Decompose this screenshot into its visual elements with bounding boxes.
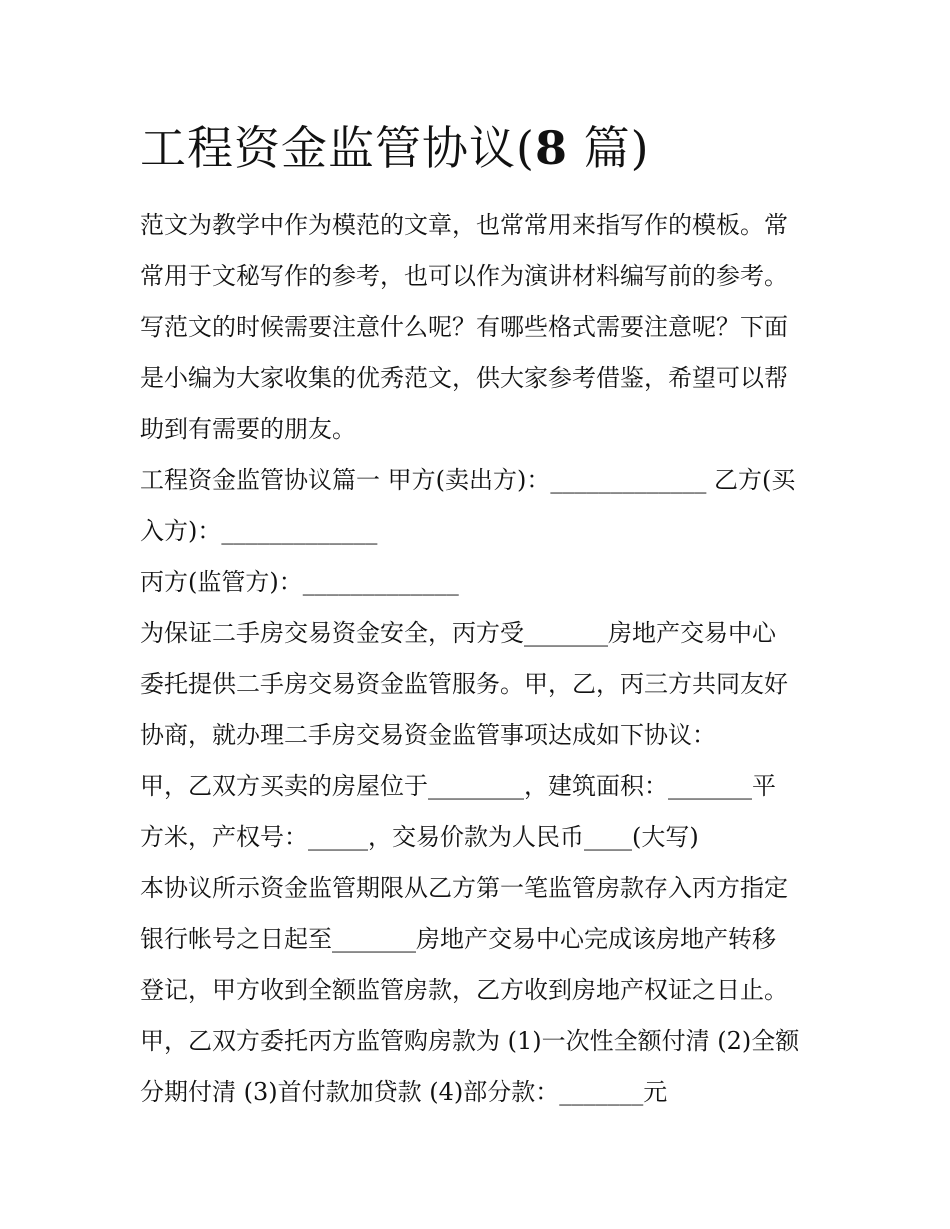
- body-line: 甲，乙双方委托丙方监管购房款为 (1)一次性全额付清 (2)全额: [140, 1027, 800, 1055]
- body-line: 协商，就办理二手房交易资金监管事项达成如下协议：: [140, 721, 716, 749]
- body-line: 写范文的时候需要注意什么呢？有哪些格式需要注意呢？下面: [140, 313, 788, 341]
- document-title: [140, 118, 650, 178]
- body-line: 丙方(监管方)：_____________: [140, 568, 459, 596]
- document-body: [140, 200, 820, 1118]
- body-line: 范文为教学中作为模范的文章，也常常用来指写作的模板。常: [140, 211, 788, 239]
- body-line: 方米，产权号：_____，交易价款为人民币____(大写): [140, 823, 699, 851]
- title-count: 8: [534, 121, 568, 175]
- body-line: 工程资金监管协议篇一 甲方(卖出方)：_____________ 乙方(买: [140, 466, 796, 494]
- body-line: 银行帐号之日起至_______房地产交易中心完成该房地产转移: [140, 925, 776, 953]
- body-line: 本协议所示资金监管期限从乙方第一笔监管房款存入丙方指定: [140, 874, 788, 902]
- body-line: 常用于文秘写作的参考，也可以作为演讲材料编写前的参考。: [140, 262, 788, 290]
- body-line: 助到有需要的朋友。: [140, 415, 356, 443]
- body-line: 入方)：_____________: [140, 517, 378, 545]
- body-line: 是小编为大家收集的优秀范文，供大家参考借鉴，希望可以帮: [140, 364, 788, 392]
- title-paren-open: (: [516, 121, 535, 175]
- body-line: 甲，乙双方买卖的房屋位于________，建筑面积：_______平: [140, 772, 776, 800]
- body-line: 委托提供二手房交易资金监管服务。甲，乙，丙三方共同友好: [140, 670, 788, 698]
- body-line: 登记，甲方收到全额监管房款，乙方收到房地产权证之日止。: [140, 976, 788, 1004]
- title-main: 工程资金监管协议: [140, 121, 516, 175]
- body-line: 为保证二手房交易资金安全，丙方受_______房地产交易中心: [140, 619, 776, 647]
- body-line: 分期付清 (3)首付款加贷款 (4)部分款：_______元: [140, 1078, 668, 1106]
- title-paren-close: 篇): [567, 121, 650, 175]
